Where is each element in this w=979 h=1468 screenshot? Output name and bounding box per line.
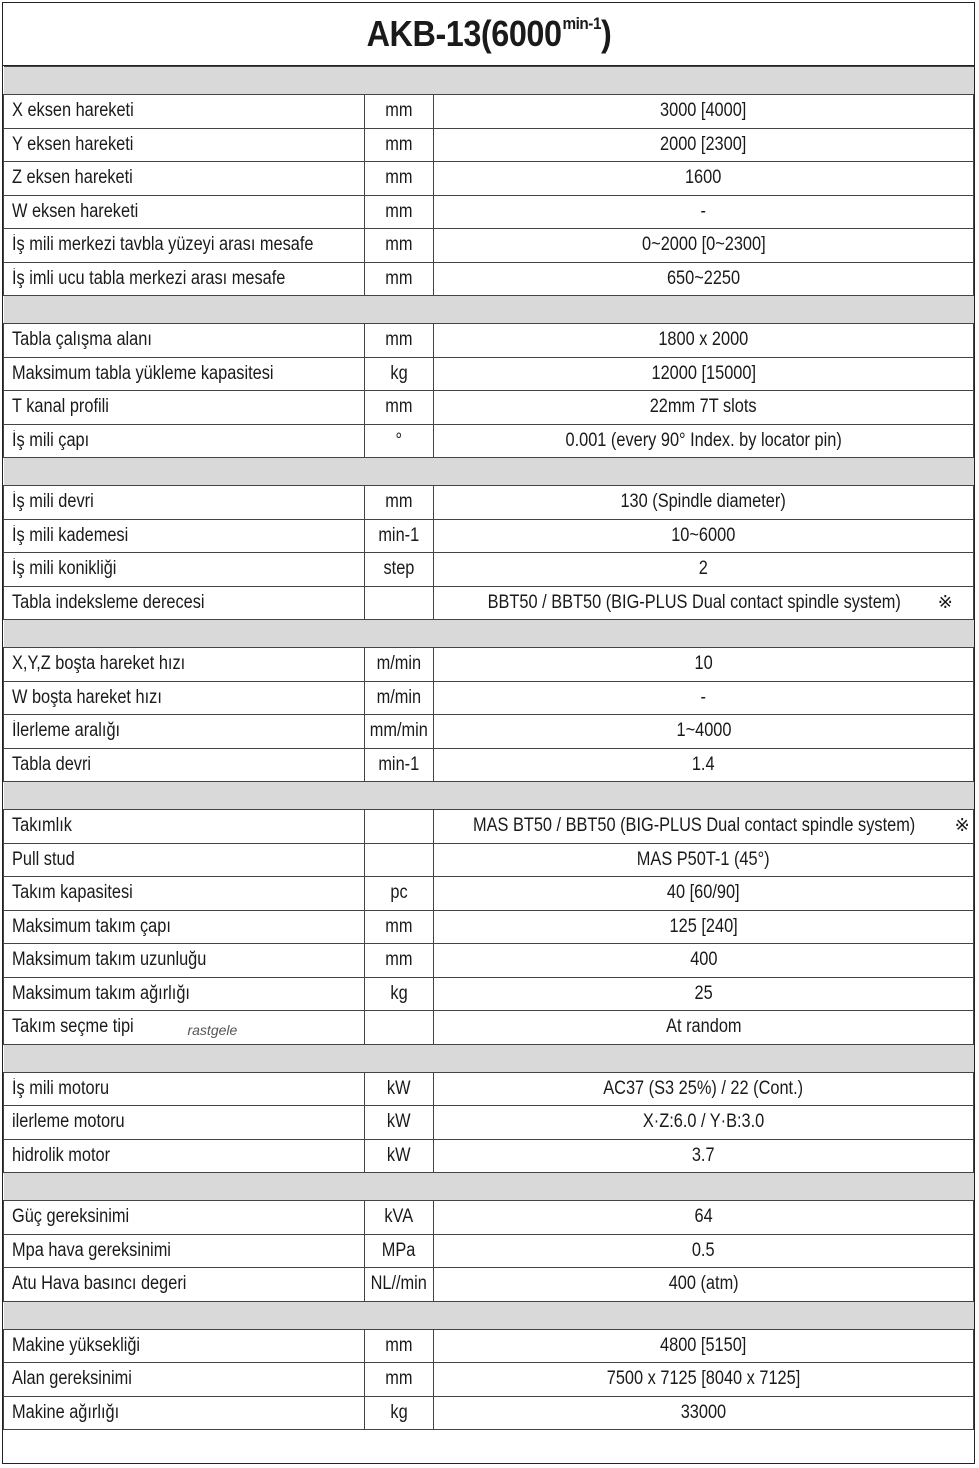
section-separator (4, 67, 974, 95)
section-separator-cell (4, 458, 974, 486)
spec-value-cell (434, 357, 974, 391)
spec-name-cell (4, 357, 365, 391)
spec-row (4, 648, 974, 682)
spec-row (4, 944, 974, 978)
title-close: ) (600, 13, 611, 54)
section-separator-cell (4, 620, 974, 648)
spec-name-cell (4, 586, 365, 620)
spec-unit-cell (365, 681, 434, 715)
spec-table (3, 66, 974, 1430)
spec-value: 0.001 (every 90° Index. by locator pin) (565, 429, 842, 451)
section-separator-cell (4, 1301, 974, 1329)
spec-value-cell (434, 681, 974, 715)
spec-unit: NL//min (370, 1273, 428, 1295)
spec-value: - (700, 200, 707, 222)
spec-name: İş mili konikliği (12, 558, 117, 580)
spec-value-cell (434, 1363, 974, 1397)
spec-name: Atu Hava basıncı degeri (12, 1273, 187, 1295)
spec-value-cell (434, 519, 974, 553)
spec-unit-cell (365, 944, 434, 978)
spec-value: - (700, 686, 707, 708)
title-main: AKB-13(6000 (366, 13, 562, 54)
spec-row (4, 1139, 974, 1173)
spec-unit-cell (365, 1106, 434, 1140)
spec-value-cell (434, 1234, 974, 1268)
spec-row (4, 128, 974, 162)
spec-value: 130 (Spindle diameter) (620, 491, 787, 513)
spec-row (4, 1234, 974, 1268)
spec-unit: mm (385, 915, 413, 937)
spec-name-cell (4, 95, 365, 129)
spec-unit: kW (387, 1077, 411, 1099)
spec-row (4, 553, 974, 587)
spec-row (4, 391, 974, 425)
spec-name-cell (4, 715, 365, 749)
spec-value: 1600 (685, 167, 722, 189)
spec-name: İş mili devri (12, 491, 94, 513)
spec-unit-cell (365, 324, 434, 358)
spec-name-cell (4, 162, 365, 196)
reference-mark-icon: ※ (954, 815, 970, 836)
spec-value-cell (434, 424, 974, 458)
spec-name: Maksimum takım uzunluğu (12, 949, 207, 971)
spec-name-cell (4, 553, 365, 587)
spec-name-cell (4, 424, 365, 458)
spec-row (4, 95, 974, 129)
spec-value-cell (434, 1139, 974, 1173)
spec-value: 2 (698, 558, 709, 580)
spec-unit-cell (365, 1396, 434, 1430)
spec-name-cell (4, 262, 365, 296)
spec-name: İş mili kademesi (12, 524, 129, 546)
spec-unit: mm (385, 200, 413, 222)
section-separator-cell (4, 1173, 974, 1201)
spec-value: AC37 (S3 25%) / 22 (Cont.) (603, 1077, 804, 1099)
spec-name: T kanal profili (12, 396, 109, 418)
section-separator-cell (4, 296, 974, 324)
spec-unit: step (383, 558, 415, 580)
spec-value: 1~4000 (676, 720, 731, 742)
spec-name-cell (4, 843, 365, 877)
spec-value: 3.7 (692, 1144, 715, 1166)
spec-row (4, 748, 974, 782)
spec-unit: kVA (384, 1206, 414, 1228)
spec-value: 10 (694, 653, 713, 675)
page-title (366, 13, 611, 55)
spec-name-cell (4, 229, 365, 263)
spec-value: X·Z:6.0 / Y·B:3.0 (642, 1111, 765, 1133)
spec-name: Y eksen hareketi (12, 133, 134, 155)
spec-name-cell (4, 1011, 365, 1045)
spec-value-cell (434, 262, 974, 296)
spec-value: 2000 [2300] (660, 133, 747, 155)
spec-name-cell (4, 486, 365, 520)
spec-unit-cell (365, 1268, 434, 1302)
spec-unit-cell (365, 977, 434, 1011)
spec-name: İlerleme aralığı (12, 720, 121, 742)
spec-row (4, 1363, 974, 1397)
spec-row (4, 715, 974, 749)
spec-name: İş mili çapı (12, 429, 90, 451)
spec-name-cell (4, 1234, 365, 1268)
spec-unit-cell (365, 162, 434, 196)
spec-row (4, 1329, 974, 1363)
spec-unit-cell (365, 586, 434, 620)
spec-row (4, 229, 974, 263)
spec-value-cell (434, 810, 974, 844)
spec-value-cell (434, 1329, 974, 1363)
spec-value-cell (434, 1072, 974, 1106)
spec-unit: mm (385, 491, 413, 513)
spec-name: Takım kapasitesi (12, 882, 133, 904)
spec-unit-cell (365, 229, 434, 263)
spec-value-cell (434, 128, 974, 162)
spec-unit: kg (390, 362, 408, 384)
spec-unit-cell (365, 1329, 434, 1363)
spec-value-cell (434, 586, 974, 620)
spec-name: hidrolik motor (12, 1144, 111, 1166)
spec-unit-cell (365, 1363, 434, 1397)
spec-value: 1800 x 2000 (658, 329, 749, 351)
spec-row (4, 486, 974, 520)
spec-unit-cell (365, 195, 434, 229)
spec-value: 25 (694, 982, 713, 1004)
spec-row (4, 1396, 974, 1430)
spec-value-cell (434, 748, 974, 782)
spec-unit: mm (385, 396, 413, 418)
spec-name: W eksen hareketi (12, 200, 139, 222)
spec-value: 0.5 (692, 1239, 715, 1261)
spec-row (4, 586, 974, 620)
spec-unit: mm (385, 267, 413, 289)
spec-value: 10~6000 (671, 524, 736, 546)
spec-name: İş mili merkezi tavbla yüzeyi arası mesafe (12, 234, 314, 256)
spec-name: Maksimum takım çapı (12, 915, 171, 937)
spec-name: Takımlık (12, 815, 72, 837)
spec-unit: mm (385, 234, 413, 256)
spec-value: 22mm 7T slots (650, 396, 757, 418)
spec-name-cell (4, 391, 365, 425)
spec-unit-cell (365, 128, 434, 162)
spec-value-cell (434, 910, 974, 944)
spec-table-body (4, 67, 974, 1430)
spec-unit-cell (365, 1139, 434, 1173)
title-bar (3, 3, 974, 66)
spec-value: 3000 [4000] (660, 100, 747, 122)
spec-name-cell (4, 324, 365, 358)
spec-name-cell (4, 1201, 365, 1235)
spec-name: Mpa hava gereksinimi (12, 1239, 171, 1261)
spec-row (4, 910, 974, 944)
spec-row (4, 843, 974, 877)
spec-name: X eksen hareketi (12, 100, 134, 122)
spec-value: 650~2250 (666, 267, 741, 289)
section-separator (4, 1173, 974, 1201)
spec-unit-cell (365, 553, 434, 587)
spec-unit-cell (365, 95, 434, 129)
spec-value: 64 (694, 1206, 713, 1228)
spec-value: BBT50 / BBT50 (BIG-PLUS Dual contact spindle system) (487, 591, 902, 613)
spec-name: Tabla çalışma alanı (12, 329, 152, 351)
spec-name-cell (4, 195, 365, 229)
spec-unit: mm/min (369, 720, 429, 742)
spec-value-cell (434, 944, 974, 978)
spec-value: 4800 [5150] (660, 1334, 747, 1356)
spec-name: İş mili motoru (12, 1077, 110, 1099)
spec-name-cell (4, 1363, 365, 1397)
spec-value: 400 (689, 949, 718, 971)
spec-unit: MPa (382, 1239, 416, 1261)
spec-value: 400 (atm) (668, 1273, 739, 1295)
section-separator (4, 1044, 974, 1072)
spec-name-cell (4, 648, 365, 682)
spec-name: Tabla devri (12, 753, 92, 775)
spec-name-cell (4, 877, 365, 911)
spec-value-cell (434, 1106, 974, 1140)
spec-value: MAS BT50 / BBT50 (BIG-PLUS Dual contact spindle system) (473, 815, 916, 837)
spec-unit-cell (365, 486, 434, 520)
spec-name: Takım seçme tipi (12, 1016, 134, 1038)
spec-unit-cell (365, 648, 434, 682)
spec-row (4, 162, 974, 196)
spec-value: At random (665, 1016, 742, 1038)
spec-name-cell (4, 944, 365, 978)
reference-mark-icon: ※ (937, 591, 953, 612)
spec-unit-cell (365, 357, 434, 391)
spec-name: Alan gereksinimi (12, 1368, 132, 1390)
spec-unit-cell (365, 262, 434, 296)
spec-value-cell (434, 1396, 974, 1430)
spec-unit: kW (387, 1111, 411, 1133)
spec-unit: min-1 (378, 753, 420, 775)
spec-unit-cell (365, 1072, 434, 1106)
spec-value-cell (434, 715, 974, 749)
spec-name: Maksimum takım ağırlığı (12, 982, 190, 1004)
spec-name: İş imli ucu tabla merkezi arası mesafe (12, 267, 286, 289)
spec-value: MAS P50T-1 (45°) (637, 848, 770, 870)
spec-value: 40 [60/90] (667, 882, 740, 904)
spec-row (4, 810, 974, 844)
spec-name: W boşta hareket hızı (12, 686, 162, 708)
spec-row (4, 1011, 974, 1045)
spec-unit-cell (365, 1011, 434, 1045)
spec-row (4, 681, 974, 715)
section-separator (4, 458, 974, 486)
spec-row (4, 262, 974, 296)
spec-value-cell (434, 977, 974, 1011)
spec-unit: mm (385, 100, 413, 122)
spec-row (4, 1072, 974, 1106)
spec-value-cell (434, 95, 974, 129)
spec-value-cell (434, 1011, 974, 1045)
section-separator-cell (4, 1044, 974, 1072)
spec-row (4, 357, 974, 391)
spec-name-cell (4, 1106, 365, 1140)
spec-unit: kW (387, 1144, 411, 1166)
spec-unit: pc (390, 882, 408, 904)
spec-unit-cell (365, 424, 434, 458)
spec-name-cell (4, 1268, 365, 1302)
spec-value: 0~2000 [0~2300] (641, 234, 766, 256)
spec-name: Tabla indeksleme derecesi (12, 591, 205, 613)
spec-row (4, 977, 974, 1011)
spec-value-cell (434, 877, 974, 911)
spec-unit-cell (365, 1234, 434, 1268)
spec-unit: mm (385, 133, 413, 155)
spec-value-cell (434, 324, 974, 358)
spec-unit-cell (365, 810, 434, 844)
spec-name-cell (4, 977, 365, 1011)
spec-unit: mm (385, 167, 413, 189)
spec-unit: kg (390, 1401, 408, 1423)
section-separator (4, 782, 974, 810)
spec-name-cell (4, 681, 365, 715)
spec-unit-cell (365, 715, 434, 749)
spec-sheet (2, 2, 975, 1464)
section-separator (4, 1301, 974, 1329)
spec-value: 33000 (680, 1401, 727, 1423)
spec-name: X,Y,Z boşta hareket hızı (12, 653, 186, 675)
spec-name-cell (4, 1072, 365, 1106)
spec-value-cell (434, 391, 974, 425)
spec-name: Maksimum tabla yükleme kapasitesi (12, 362, 274, 384)
spec-unit: mm (385, 329, 413, 351)
spec-name-cell (4, 519, 365, 553)
spec-value-cell (434, 1268, 974, 1302)
section-separator-cell (4, 67, 974, 95)
spec-row (4, 1106, 974, 1140)
spec-name-cell (4, 810, 365, 844)
spec-value: 1.4 (692, 753, 715, 775)
spec-unit-cell (365, 877, 434, 911)
spec-value: 125 [240] (669, 915, 738, 937)
spec-name: Z eksen hareketi (12, 167, 133, 189)
spec-row (4, 1268, 974, 1302)
spec-unit: mm (385, 1368, 413, 1390)
spec-unit-cell (365, 843, 434, 877)
spec-unit: m/min (376, 653, 422, 675)
spec-name: Pull stud (12, 848, 75, 870)
spec-value-cell (434, 648, 974, 682)
handwritten-annotation: rastgele (187, 1022, 238, 1039)
spec-value-cell (434, 229, 974, 263)
spec-value: 12000 [15000] (651, 362, 756, 384)
spec-name-cell (4, 748, 365, 782)
spec-row (4, 195, 974, 229)
section-separator-cell (4, 782, 974, 810)
spec-value-cell (434, 486, 974, 520)
section-separator (4, 620, 974, 648)
spec-unit: m/min (376, 686, 422, 708)
spec-name-cell (4, 128, 365, 162)
spec-value-cell (434, 553, 974, 587)
spec-unit-cell (365, 748, 434, 782)
spec-name-cell (4, 910, 365, 944)
spec-unit-cell (365, 519, 434, 553)
spec-value: 7500 x 7125 [8040 x 7125] (606, 1368, 801, 1390)
spec-value-cell (434, 1201, 974, 1235)
title-superscript: min-1 (561, 14, 601, 33)
spec-name: Güç gereksinimi (12, 1206, 130, 1228)
spec-row (4, 877, 974, 911)
spec-name-cell (4, 1396, 365, 1430)
spec-unit: kg (390, 982, 408, 1004)
spec-unit: min-1 (378, 524, 420, 546)
spec-unit-cell (365, 391, 434, 425)
spec-unit-cell (365, 910, 434, 944)
spec-unit: ° (395, 429, 403, 451)
spec-name: ilerleme motoru (12, 1111, 125, 1133)
spec-row (4, 424, 974, 458)
spec-unit-cell (365, 1201, 434, 1235)
spec-row (4, 324, 974, 358)
spec-row (4, 1201, 974, 1235)
spec-name: Makine ağırlığı (12, 1401, 120, 1423)
spec-name-cell (4, 1329, 365, 1363)
spec-unit: mm (385, 949, 413, 971)
spec-unit: mm (385, 1334, 413, 1356)
spec-value-cell (434, 195, 974, 229)
spec-value-cell (434, 843, 974, 877)
spec-row (4, 519, 974, 553)
section-separator (4, 296, 974, 324)
spec-name-cell (4, 1139, 365, 1173)
spec-name: Makine yüksekliği (12, 1334, 141, 1356)
spec-value-cell (434, 162, 974, 196)
